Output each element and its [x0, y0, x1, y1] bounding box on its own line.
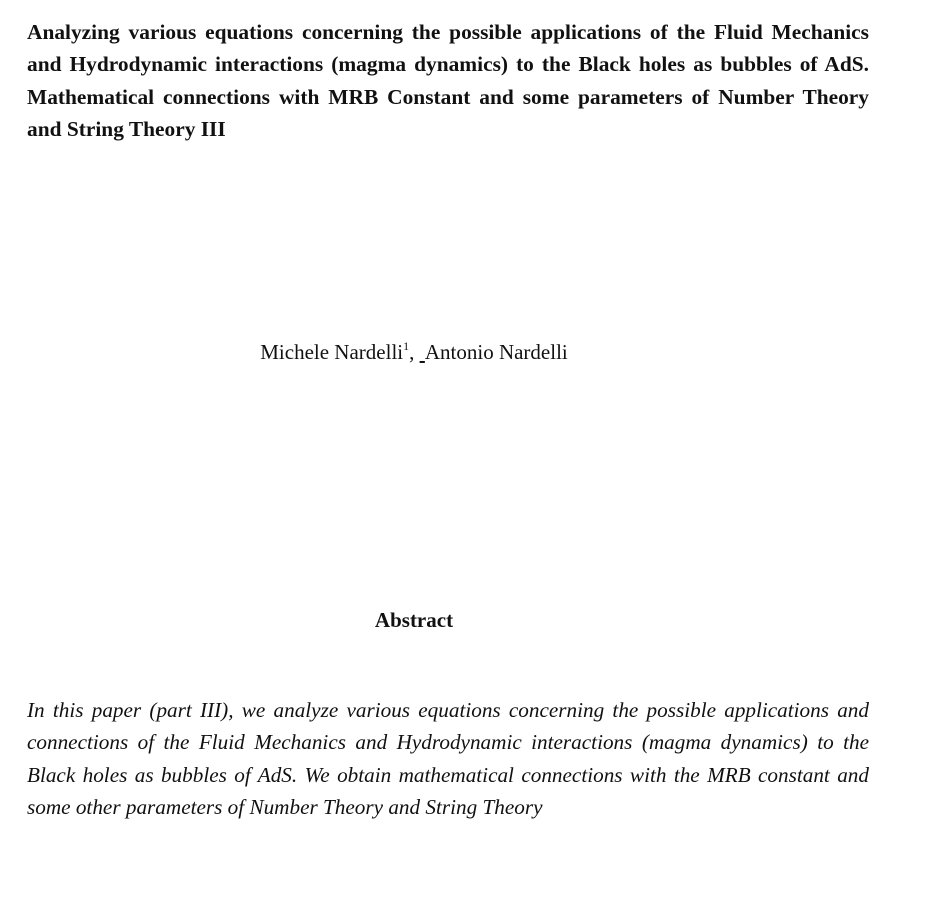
author-antonio-nardelli: Antonio Nardelli: [424, 340, 568, 364]
abstract-heading: Abstract: [374, 608, 454, 632]
author-line: [0, 337, 828, 367]
author-michele-nardelli: Michele Nardelli: [260, 340, 404, 364]
author-separator: ,: [409, 340, 415, 364]
author-affiliation-marker: 1: [403, 339, 410, 353]
abstract-text: In this paper (part III), we analyze various equations concerning the possible applications and connections of the Fluid Mechanics and Hydrodynamic interactions (magma dynamics) to the Black holes as bubbles of AdS. We obtain mathematical connections with the MRB constant and some other parameters of Number Theory and String Theory: [27, 698, 869, 819]
paper-title: Analyzing various equations concerning the possible applications of the Fluid Mechanics and Hydrodynamic interactions (magma dynamics) to the Black holes as bubbles of AdS. Mathematical connections with MRB Constant and some parameters of Number Theory and String Theory III: [27, 20, 869, 142]
